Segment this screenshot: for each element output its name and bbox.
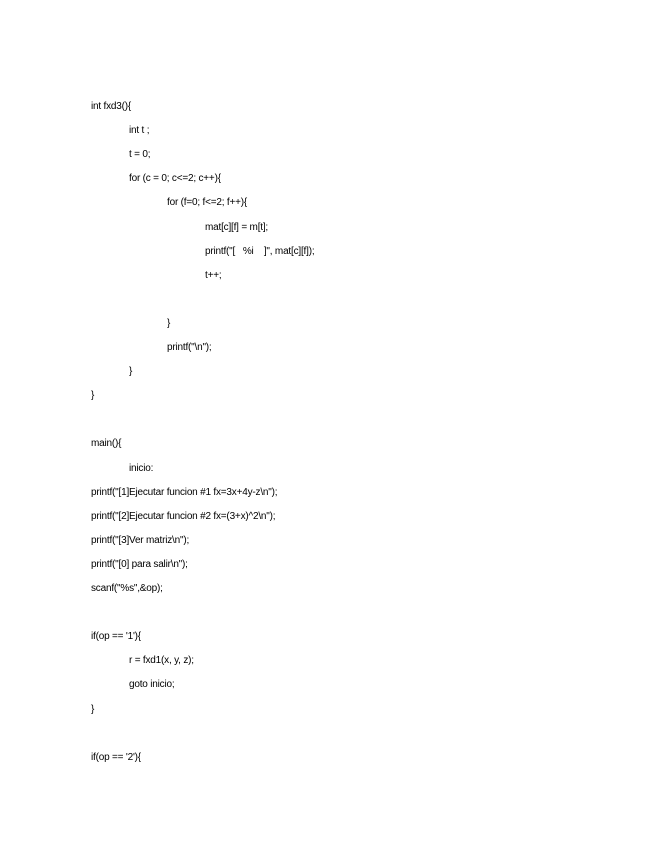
code-line: printf("[ %i ]", mat[c][f]); (205, 245, 315, 257)
code-line: } (167, 317, 171, 329)
code-line: } (129, 366, 133, 378)
code-line: t = 0; (129, 149, 151, 161)
code-line: inicio: (129, 462, 154, 474)
code-line: } (91, 703, 95, 715)
code-line: printf("\n"); (167, 342, 212, 353)
code-line: goto inicio; (129, 679, 175, 691)
code-line: main(){ (91, 438, 122, 450)
code-line: r = fxd1(x, y, z); (129, 655, 194, 667)
code-line: scanf("%s",&op); (91, 583, 163, 594)
code-line: printf("[0] para salir\n"); (91, 558, 188, 570)
code-line: printf("[3]Ver matriz\n"); (91, 534, 190, 546)
code-line: } (91, 390, 95, 402)
code-line: t++; (205, 269, 222, 281)
code-line: printf("[2]Ejecutar funcion #2 fx=(3+x)^2\n"); (91, 510, 276, 522)
code-line: for (f=0; f<=2; f++){ (167, 197, 248, 209)
code-line: for (c = 0; c<=2; c++){ (129, 173, 221, 185)
code-line: if(op == '1'){ (91, 631, 141, 643)
code-line: int t ; (129, 125, 150, 137)
code-line: printf("[1]Ejecutar funcion #1 fx=3x+4y-z\n"); (91, 486, 278, 498)
code-line: mat[c][f] = m[t]; (205, 221, 269, 233)
code-line: if(op == '2'){ (91, 751, 141, 763)
code-line: int fxd3(){ (91, 101, 132, 112)
